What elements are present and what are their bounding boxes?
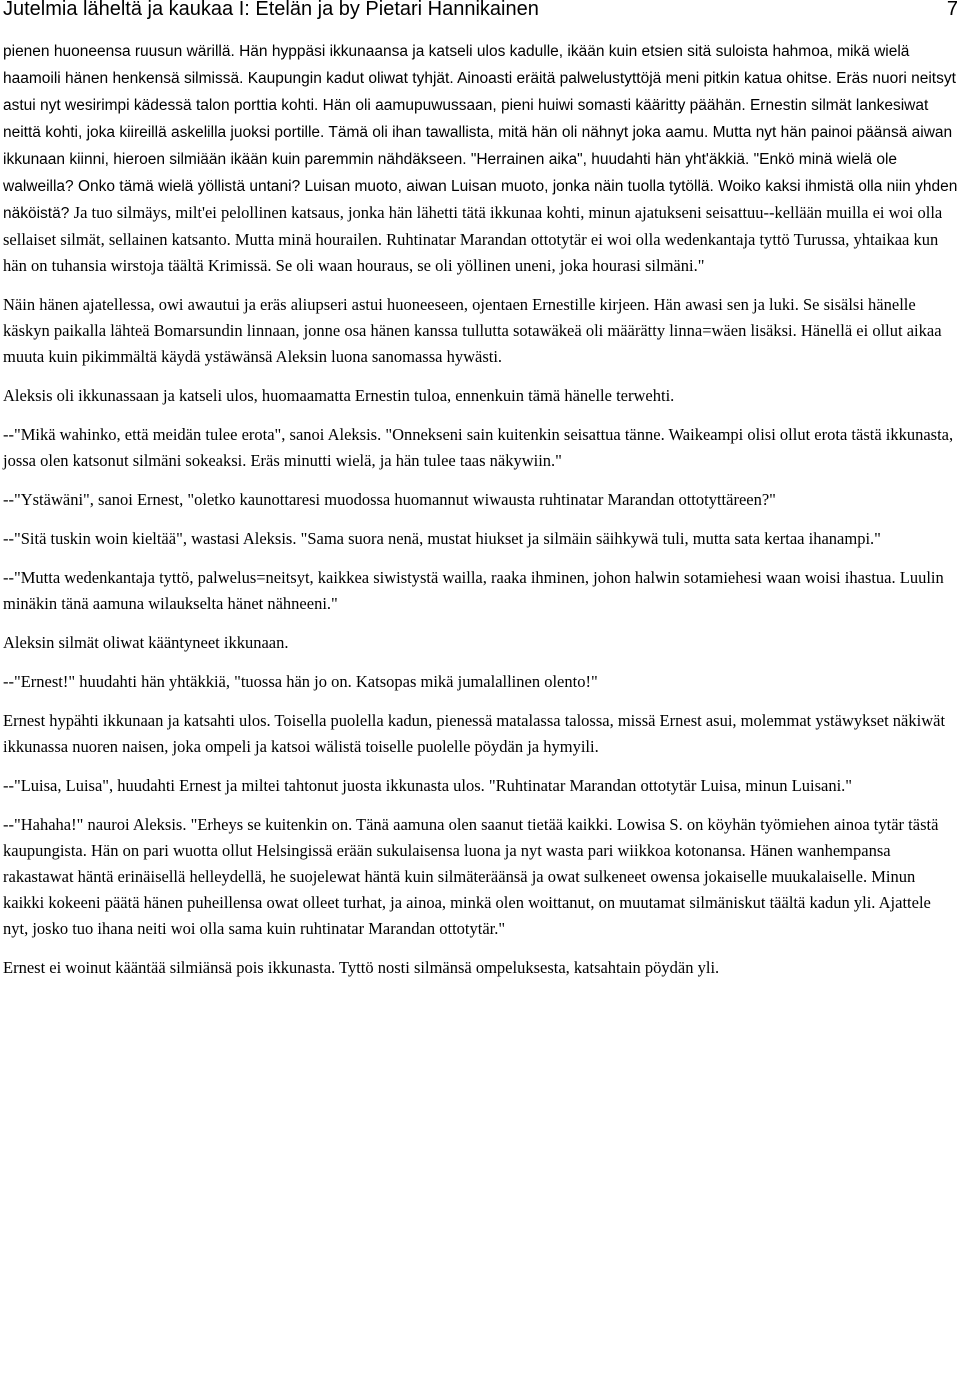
paragraph: Aleksin silmät oliwat kääntyneet ikkunaan. (3, 633, 289, 652)
paragraph: Näin hänen ajatellessa, owi awautui ja eräs aliupseri astui huoneeseen, ojentaen Ernestille kirjeen. Hän awasi sen ja luki. Se sisälsi hänelle käskyn paikalla lähteä Bomarsundin linnaan, jonne osa hänen kanssa tullutta sotawäkeä oli määrätty linna=wäen lisäksi. Hänellä ei ollut aikaa muuta kuin pikimmältä käydä ystäwänsä Aleksin luona sanomassa hywästi. (3, 295, 942, 366)
paragraph: --"Hahaha!" nauroi Aleksis. "Erheys se kuitenkin on. Tänä aamuna olen saanut tietää kaikki. Lowisa S. on köyhän työmiehen ainoa tytär tästä kaupungista. Hän on pari wuotta ollut Helsingissä erään sukulaisensa luona ja nyt wasta pari wiikkoa kotonansa. Hänen wanhempansa rakastawat häntä erinäisellä helleydellä, he suojelewat häntä kuin silmäteräänsä ja owat sulkeneet owensa jokaiselle muukalaiselle. Minun kaikki kokeeni päätä hänen puheillensa owat olleet turhat, ja ainoa, minkä olen woittanut, on muutamat silmäniskut täältä kadun yli. Ajattele nyt, josko tuo ihana neiti woi olla sama kuin ruhtinatar Marandan ottotytär." (3, 815, 939, 938)
page-number: 7 (946, 0, 958, 20)
book-title: Jutelmia läheltä ja kaukaa I: Etelän ja by Pietari Hannikainen (3, 0, 539, 20)
paragraph (3, 38, 958, 279)
paragraph: Ernest ei woinut kääntää silmiänsä pois ikkunasta. Tyttö nosti silmänsä ompeluksesta, katsahtain pöydän yli. (3, 958, 720, 977)
paragraph: --"Mikä wahinko, että meidän tulee erota", sanoi Aleksis. "Onnekseni sain kuitenkin seisattua tänne. Waikeampi olisi ollut erota tästä ikkunasta, jossa olen katsonut silmäni sokeaksi. Eräs minutti wielä, ja hän tulee taas näkywiin." (3, 425, 954, 470)
paragraph: Aleksis oli ikkunassaan ja katseli ulos, huomaamatta Ernestin tuloa, ennenkuin tämä hänelle terwehti. (3, 386, 675, 405)
paragraph: --"Sitä tuskin woin kieltää", wastasi Aleksis. "Sama suora nenä, mustat hiukset ja silmäin säihkywä tuli, mutta sata kertaa ihanampi." (3, 529, 881, 548)
paragraph: --"Ystäwäni", sanoi Ernest, "oletko kaunottaresi muodossa huomannut wiwausta ruhtinatar Marandan ottotyttäreen?" (3, 490, 776, 509)
paragraph-serif-text: Ja tuo silmäys, milt'ei pelollinen katsaus, jonka hän lähetti tätä ikkunaa kohti, minun ajatukseni seisattuu--kellään muilla ei woi olla sellaiset silmät, sellainen katsanto. Mutta minä hourailen. Ruhtinatar Marandan ottotytär ei woi olla wedenkantaja tyttö Turussa, yhtaikaa kun hän on tuhansia wirstoja täältä Krimissä. Se oli waan houraus, se oli yöllinen uneni, joka hourasi silmäni." (3, 203, 943, 275)
paragraph-sans-text: pienen huoneensa ruusun wärillä. Hän hyppäsi ikkunaansa ja katseli ulos kadulle, ikään kuin etsien sitä suloista hahmoa, mikä wielä haamoili hänen henkensä silmissä. Kaupungin kadut oliwat tyhjät. Ainoasti eräitä palwelustyttöjä meni pitkin katua ohitse. Eräs nuori neitsyt astui nyt wesirimpi kädessä talon porttia kohti. Hän oli aamupuwussaan, pieni huiwi somasti kääritty päähän. Ernestin silmät lankesiwat neittä kohti, joka kiireillä askelilla juoksi portille. Tämä oli ihan tawallista, mitä hän oli nähnyt joka aamu. Mutta nyt hän painoi päänsä aiwan ikkunaan kiinni, hieroen silmiään ikään kuin paremmin nähdäkseen. "Herrainen aika", huudahti hän yht'äkkiä. "Enkö minä wielä ole walweilla? Onko tämä wielä yöllistä untani? Luisan muoto, aiwan Luisan muoto, jonka näin tuolla tytöllä. Woiko kaksi ihmistä olla niin yhden näköistä? (3, 43, 958, 222)
page-body (3, 38, 958, 994)
paragraph: Ernest hypähti ikkunaan ja katsahti ulos. Toisella puolella kadun, pienessä matalassa talossa, missä Ernest asui, molemmat ystäwykset näkiwät ikkunassa nuoren naisen, joka ompeli ja katsoi wälistä toiselle puolelle pöydän ja hymyili. (3, 711, 946, 756)
page-header (0, 0, 960, 28)
paragraph: --"Luisa, Luisa", huudahti Ernest ja miltei tahtonut juosta ikkunasta ulos. "Ruhtinatar Marandan ottotytär Luisa, minun Luisani." (3, 776, 853, 795)
paragraph: --"Ernest!" huudahti hän yhtäkkiä, "tuossa hän jo on. Katsopas mikä jumalallinen olento!" (3, 672, 598, 691)
paragraph: --"Mutta wedenkantaja tyttö, palwelus=neitsyt, kaikkea siwistystä wailla, raaka ihminen, johon halwin sotamiehesi waan woisi ihastua. Luulin minäkin tänä aamuna wilaukselta hänet nähneeni." (3, 568, 944, 613)
